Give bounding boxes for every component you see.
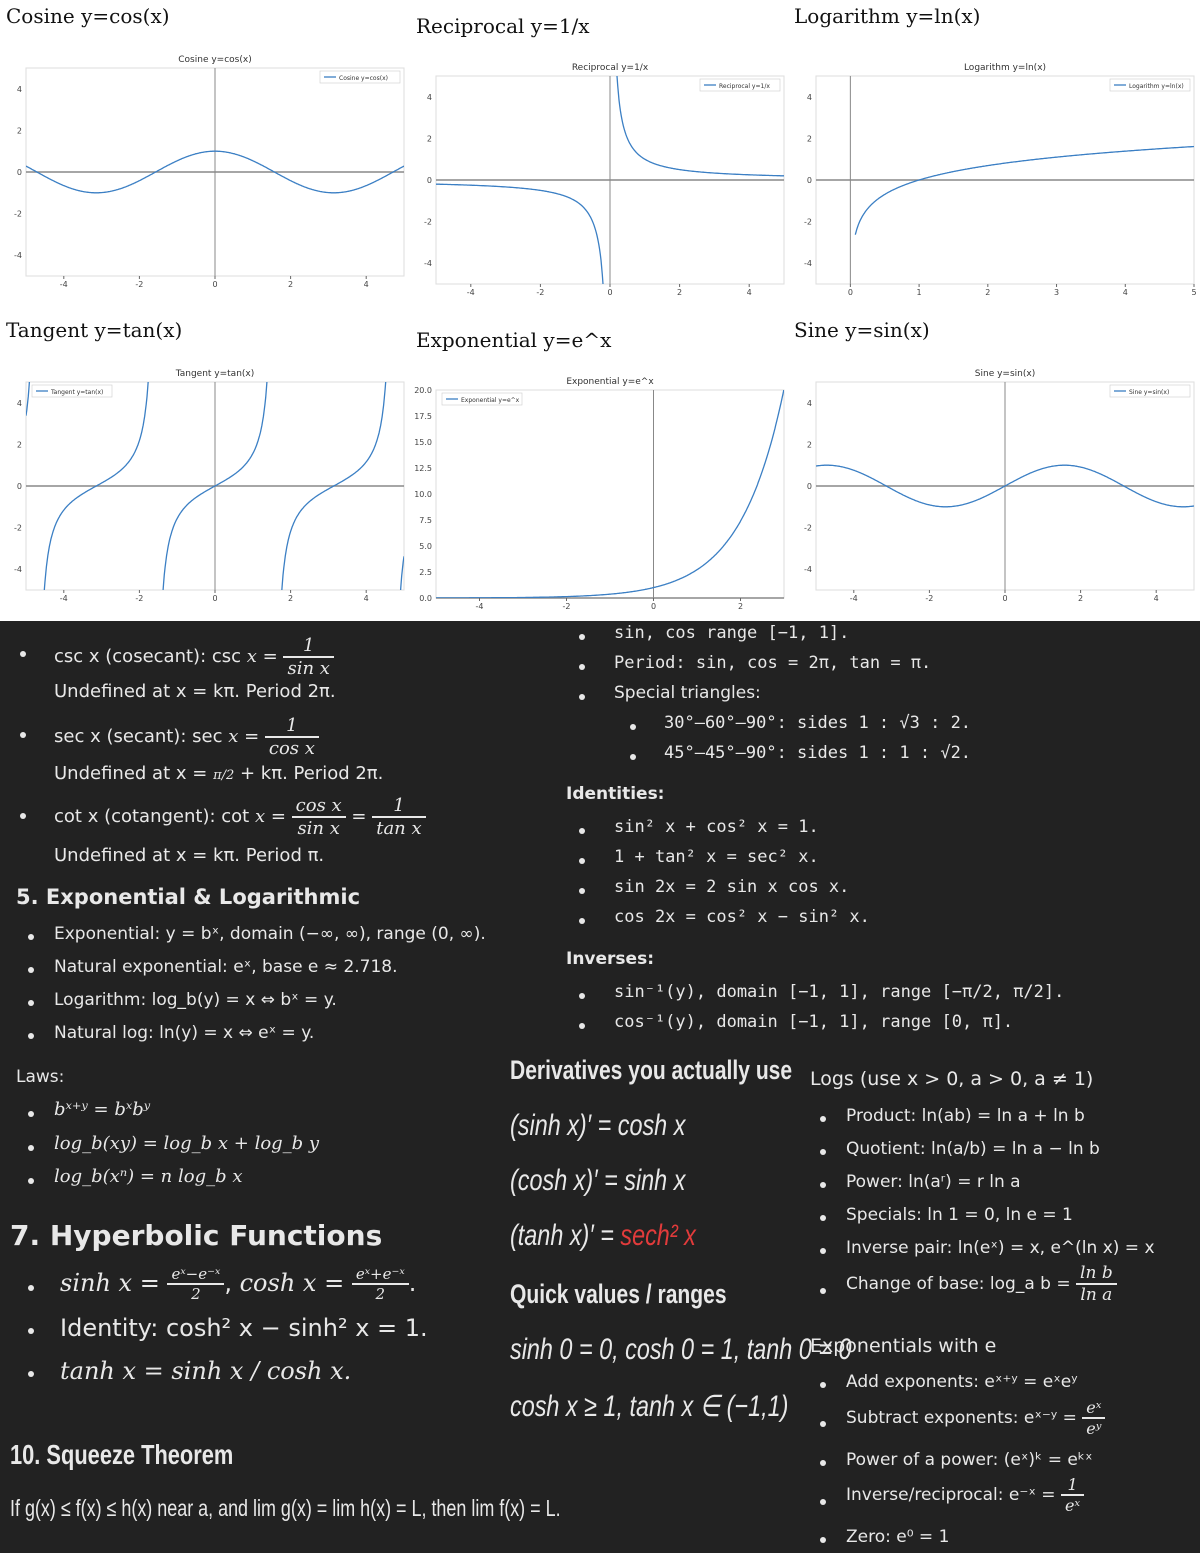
x-tick-label: 4 [746, 288, 752, 297]
bullet [28, 967, 34, 973]
tangent-heading: Tangent y=tan(x) [6, 318, 183, 342]
change-of-base-label: Change of base: log_a b = [846, 1274, 1071, 1294]
y-tick-label: 4 [16, 84, 22, 94]
y-tick-label: 10.0 [414, 490, 432, 499]
y-tick-label: 5.0 [419, 542, 432, 551]
sub-den: eʸ [1086, 1419, 1102, 1438]
quick-value-line: cosh x ≥ 1, tanh x ∈ (−1,1) [510, 1390, 789, 1423]
triangle-item: 30°–60°–90°: sides 1 : √3 : 2. [664, 713, 972, 733]
cb-den: ln a [1080, 1285, 1113, 1305]
tangent-plot [0, 366, 410, 606]
bullet [579, 694, 585, 700]
exp-item: Logarithm: log_b(y) = x ⇔ bˣ = y. [54, 990, 337, 1010]
legend-label: Exponential y=e^x [461, 397, 520, 404]
y-tick-label: -2 [804, 217, 812, 227]
bullet [820, 1116, 826, 1122]
x-tick-label: 2 [985, 288, 991, 297]
cb-num: ln b [1076, 1263, 1117, 1285]
cosine-heading: Cosine y=cos(x) [6, 4, 170, 28]
derivative-line: (cosh x)′ = sinh x [510, 1164, 686, 1197]
chart-title: Sine y=sin(x) [974, 369, 1036, 379]
x-tick-label: 0 [607, 288, 613, 297]
y-tick-label: 2 [16, 440, 22, 450]
y-tick-label: 2 [806, 134, 812, 144]
tanh-derivative-left: (tanh x)′ = [510, 1219, 614, 1252]
inverse-item: cos⁻¹(y), domain [−1, 1], range [0, π]. [614, 1012, 1014, 1032]
graph-panel [0, 0, 1200, 621]
csc-label: csc x (cosecant): csc [54, 646, 242, 667]
bullet [820, 1288, 826, 1294]
y-tick-label: -4 [14, 251, 22, 261]
inverse-item: sin⁻¹(y), domain [−1, 1], range [−π/2, π/2]. [614, 982, 1065, 1002]
inv-den: eˣ [1064, 1496, 1081, 1515]
change-of-base-fraction [1076, 1263, 1117, 1305]
x-tick-label: 2 [288, 280, 294, 289]
logarithm-plot [790, 60, 1200, 300]
reciprocal-heading: Reciprocal y=1/x [416, 14, 590, 38]
bullet [28, 1285, 34, 1291]
bullet [820, 1182, 826, 1188]
x-tick-label: -4 [59, 280, 68, 289]
bullet [579, 993, 585, 999]
squeeze-heading: 10. Squeeze Theorem [10, 1439, 234, 1470]
exponential-plot [410, 374, 790, 614]
sec-label: sec x (secant): sec [54, 726, 223, 747]
chart-title: Tangent y=tan(x) [175, 369, 255, 379]
x-tick-label: -2 [925, 594, 934, 603]
inverse-reciprocal [846, 1475, 1084, 1515]
trig-item: Period: sin, cos = 2π, tan = π. [614, 653, 932, 673]
csc-fraction: $\frac{1}{\text{sin x}}$ [283, 635, 333, 679]
x-tick-label: 0 [847, 288, 853, 297]
bullet [820, 1215, 826, 1221]
law-item: log_b(xⁿ) = n log_b x [54, 1166, 243, 1187]
y-tick-label: 4 [806, 398, 812, 408]
x-tick-label: 2 [288, 594, 294, 603]
y-tick-label: -4 [14, 565, 22, 575]
logarithm-heading: Logarithm y=ln(x) [794, 4, 981, 28]
log-rule: Quotient: ln(a/b) = ln a − ln b [846, 1139, 1100, 1159]
x-tick-label: 0 [650, 602, 657, 611]
y-tick-label: 0 [806, 482, 812, 491]
legend-label: Sine y=sin(x) [1129, 389, 1170, 396]
cosh-fraction: $\frac{\text{eˣ+e⁻ˣ}}{2}$ [352, 1265, 409, 1303]
chart-title: Logarithm y=ln(x) [963, 63, 1047, 73]
log-rule: Product: ln(ab) = ln a + ln b [846, 1106, 1085, 1126]
sec-undef-a: Undefined at x = [54, 763, 208, 784]
exp-log-heading: 5. Exponential & Logarithmic [16, 885, 361, 909]
y-tick-label: -2 [14, 209, 22, 219]
laws-heading: Laws: [16, 1067, 65, 1087]
x-tick-label: -2 [536, 288, 545, 297]
bullet [579, 664, 585, 670]
sub-num: eˣ [1082, 1398, 1105, 1419]
bullet [20, 651, 26, 657]
x-tick-label: 0 [1002, 594, 1008, 603]
exp-rule: Zero: e⁰ = 1 [846, 1527, 950, 1547]
x-tick-label: -4 [849, 594, 858, 603]
sine-heading: Sine y=sin(x) [794, 318, 930, 342]
y-tick-label: 0.0 [419, 594, 432, 603]
sec-undefined: Undefined at x = π/2 + kπ. Period 2π. [54, 763, 384, 784]
subtract-label: Subtract exponents: eˣ⁻ʸ = [846, 1408, 1077, 1428]
chart-title: Exponential y=e^x [566, 377, 654, 387]
bullet [28, 934, 34, 940]
x-tick-label: 4 [363, 280, 369, 289]
sinh-cosh-definition: sinh x = $\frac{\text{eˣ−e⁻ˣ}}{2}$ , cosh x = $\frac{\text{eˣ+e⁻ˣ}}{2}$ . [60, 1265, 417, 1303]
bullet [820, 1499, 826, 1505]
bullet [20, 732, 26, 738]
bullet [820, 1149, 826, 1155]
y-tick-label: 2 [426, 134, 432, 144]
x-tick-label: 2 [737, 602, 744, 611]
legend-label: Logarithm y=ln(x) [1129, 83, 1184, 90]
subtract-exponents [846, 1398, 1105, 1438]
y-tick-label: 4 [16, 398, 22, 408]
y-tick-label: -4 [804, 565, 812, 575]
x-tick-label: -2 [562, 602, 571, 611]
y-tick-label: 2 [16, 126, 22, 136]
legend-label: Cosine y=cos(x) [339, 75, 388, 82]
y-tick-label: 15.0 [414, 438, 432, 447]
x-tick-label: -2 [135, 280, 144, 289]
x-tick-label: 0 [212, 594, 218, 603]
csc-undefined: Undefined at x = kπ. Period 2π. [54, 681, 336, 702]
hyperbolic-identity: Identity: cosh² x − sinh² x = 1. [60, 1314, 428, 1342]
legend-label: Tangent y=tan(x) [51, 389, 104, 396]
y-tick-label: 2.5 [419, 568, 432, 577]
law-item: log_b(xy) = log_b x + log_b y [54, 1133, 320, 1154]
exp-item: Exponential: y = bˣ, domain (−∞, ∞), range (0, ∞). [54, 924, 486, 944]
exp-item: Natural log: ln(y) = x ⇔ eˣ = y. [54, 1023, 315, 1043]
bullet [579, 634, 585, 640]
subtract-fraction [1082, 1398, 1105, 1438]
sine-plot [790, 366, 1200, 606]
reciprocal-plot [410, 60, 790, 300]
bullet [28, 1033, 34, 1039]
bullet [579, 1023, 585, 1029]
bullet [28, 1371, 34, 1377]
identity-item: sin² x + cos² x = 1. [614, 817, 819, 837]
exp-rule: Power of a power: (eˣ)ᵏ = eᵏˣ [846, 1450, 1093, 1470]
x-tick-label: 5 [1191, 288, 1197, 297]
cot-label: cot x (cotangent): cot [54, 806, 250, 827]
chart-title: Cosine y=cos(x) [178, 55, 252, 65]
inverse-fraction [1061, 1475, 1084, 1515]
exp-rule: Add exponents: eˣ⁺ʸ = eˣeʸ [846, 1372, 1078, 1392]
bullet [579, 888, 585, 894]
exponential-heading: Exponential y=e^x [416, 328, 612, 352]
chart-title: Reciprocal y=1/x [571, 63, 649, 73]
bullet [20, 813, 26, 819]
bullet [820, 1460, 826, 1466]
cot-undefined: Undefined at x = kπ. Period π. [54, 845, 325, 866]
trig-item: sin, cos range [−1, 1]. [614, 623, 850, 643]
log-rule: Power: ln(aʳ) = r ln a [846, 1172, 1021, 1192]
derivative-line: (sinh x)′ = cosh x [510, 1109, 686, 1142]
bullet [579, 828, 585, 834]
identity-item: sin 2x = 2 sin x cos x. [614, 877, 850, 897]
bullet [28, 1111, 34, 1117]
quick-value-line: sinh 0 = 0, cosh 0 = 1, tanh 0 = 0 [510, 1333, 852, 1366]
identity-item: cos 2x = cos² x − sin² x. [614, 907, 870, 927]
csc-definition: csc x (cosecant): csc x = $\frac{1}{\text{sin x}}$ [54, 635, 334, 679]
y-tick-label: 17.5 [414, 412, 432, 421]
y-tick-label: 12.5 [414, 464, 432, 473]
y-tick-label: -2 [424, 217, 432, 227]
y-tick-label: 0 [16, 168, 22, 177]
bullet [28, 1145, 34, 1151]
bullet [579, 918, 585, 924]
x-tick-label: 4 [363, 594, 369, 603]
x-tick-label: -4 [59, 594, 68, 603]
derivatives-heading: Derivatives you actually use [510, 1055, 793, 1085]
triangle-item: 45°–45°–90°: sides 1 : 1 : √2. [664, 743, 972, 763]
bullet [28, 1000, 34, 1006]
sinh-fraction: $\frac{\text{eˣ−e⁻ˣ}}{2}$ [167, 1265, 224, 1303]
hyperbolic-heading: 7. Hyperbolic Functions [10, 1219, 383, 1252]
cot-definition: cot x (cotangent): cot x = $\frac{\text{cos x}}{\text{sin x}}$ = $\frac{1}{\text{tan x}}$ [54, 795, 426, 839]
legend-label: Reciprocal y=1/x [719, 83, 770, 90]
y-tick-label: -4 [424, 259, 432, 269]
bullet [630, 724, 636, 730]
y-tick-label: 20.0 [414, 386, 432, 395]
x-tick-label: 2 [1078, 594, 1084, 603]
series-line [436, 389, 784, 598]
series-line [855, 147, 1194, 235]
bullet [820, 1382, 826, 1388]
x-tick-label: 2 [677, 288, 683, 297]
inv-num: 1 [1061, 1475, 1084, 1496]
y-tick-label: 0 [806, 176, 812, 185]
tanh-derivative [510, 1219, 696, 1253]
squeeze-statement: If g(x) ≤ f(x) ≤ h(x) near a, and lim g(x) = lim h(x) = L, then lim f(x) = L. [10, 1495, 561, 1521]
x-tick-label: 0 [212, 280, 218, 289]
x-tick-label: -4 [466, 288, 475, 297]
y-tick-label: 0 [426, 176, 432, 185]
plot-frame [436, 390, 784, 598]
y-tick-label: -4 [804, 259, 812, 269]
change-of-base [846, 1263, 1117, 1305]
bullet [28, 1328, 34, 1334]
log-rule: Inverse pair: ln(eˣ) = x, e^(ln x) = x [846, 1238, 1155, 1258]
exp-item: Natural exponential: eˣ, base e ≈ 2.718. [54, 957, 398, 977]
y-tick-label: 2 [806, 440, 812, 450]
inverses-heading: Inverses: [566, 949, 654, 969]
y-tick-label: 4 [426, 92, 432, 102]
cosine-plot [0, 52, 410, 292]
notes-panel [0, 621, 1200, 1553]
x-tick-label: -2 [135, 594, 144, 603]
y-tick-label: 7.5 [419, 516, 432, 525]
sec-definition: sec x (secant): sec x = $\frac{1}{\text{cos x}}$ [54, 715, 319, 759]
log-rule: Specials: ln 1 = 0, ln e = 1 [846, 1205, 1073, 1225]
x-tick-label: -4 [475, 602, 484, 611]
cot-fraction-a: $\frac{\text{cos x}}{\text{sin x}}$ [292, 795, 346, 839]
identities-heading: Identities: [566, 784, 665, 804]
sec-fraction: $\frac{1}{\text{cos x}}$ [265, 715, 319, 759]
bullet [820, 1248, 826, 1254]
y-tick-label: -2 [14, 523, 22, 533]
y-tick-label: 0 [16, 482, 22, 491]
x-tick-label: 1 [916, 288, 922, 297]
law-item: bˣ⁺ʸ = bˣbʸ [54, 1099, 151, 1120]
bullet [820, 1421, 826, 1427]
inverse-label: Inverse/reciprocal: e⁻ˣ = [846, 1485, 1056, 1505]
tanh-definition: tanh x = sinh x / cosh x. [60, 1357, 352, 1385]
cot-fraction-b: $\frac{1}{\text{tan x}}$ [372, 795, 425, 839]
x-tick-label: 4 [1122, 288, 1128, 297]
identity-item: 1 + tan² x = sec² x. [614, 847, 819, 867]
bullet [579, 858, 585, 864]
exponentials-heading: Exponentials with e [810, 1335, 997, 1357]
y-tick-label: 4 [806, 92, 812, 102]
x-tick-label: 3 [1053, 288, 1060, 297]
trig-item: Special triangles: [614, 683, 761, 703]
logs-heading: Logs (use x > 0, a > 0, a ≠ 1) [810, 1068, 1094, 1090]
bullet [28, 1178, 34, 1184]
bullet [630, 754, 636, 760]
x-tick-label: 4 [1153, 594, 1159, 603]
y-tick-label: -2 [804, 523, 812, 533]
bullet [820, 1537, 826, 1543]
sech-squared: sech² x [620, 1219, 696, 1252]
quick-values-heading: Quick values / ranges [510, 1279, 727, 1309]
sec-undef-b: + kπ. Period 2π. [240, 763, 384, 784]
